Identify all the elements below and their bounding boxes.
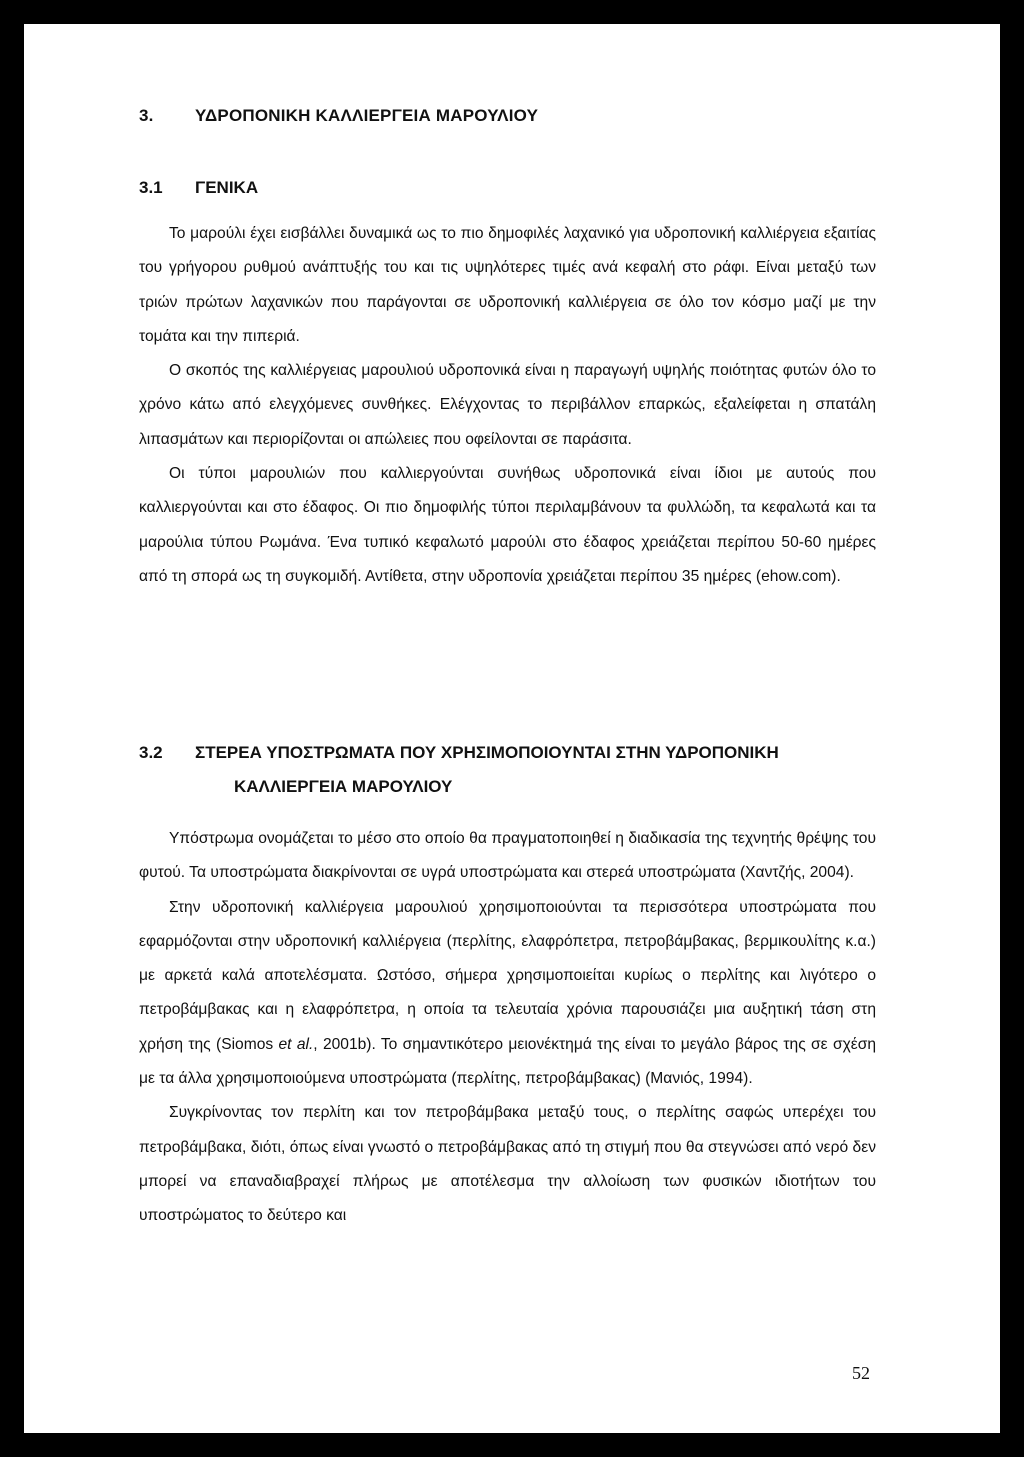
paragraph: Υπόστρωμα ονομάζεται το μέσο στο οποίο θα πραγματοποιηθεί η διαδικασία της τεχνητής θρέψης του φυτού. Τα υποστρώματα διακρίνονται σε υγρά υποστρώματα και στερεά υποστρώματα (Χαντζής, 2004). <box>139 830 876 882</box>
paragraph: Το μαρούλι έχει εισβάλλει δυναμικά ως το πιο δημοφιλές λαχανικό για υδροπονική καλλιέργεια εξαιτίας του γρήγορου ρυθμού ανάπτυξής του και τις υψηλότερες τιμές ανά κεφαλή στο ράφι. Είναι μεταξύ των τριών πρώτων λαχανικών που παράγονται σε υδροπονική καλλιέργεια σε όλο τον κόσμο μαζί με την τομάτα και την πιπεριά. <box>139 225 876 345</box>
section-number: 3. <box>139 106 154 125</box>
paragraph-text: Στην υδροπονική καλλιέργεια μαρουλιού χρησιμοποιούνται τα περισσότερα υποστρώματα που εφαρμόζονται στην υδροπονική καλλιέργεια (περλίτης, ελαφρόπετρα, πετροβάμβακας, βερμικουλίτης κ.α.) με αρκετά καλά αποτελέσματα. Ωστόσο, σήμερα χρησιμοποιείται κυρίως ο περλίτης και λιγότερο ο πετροβάμβακας και η ελαφρόπετρα, η οποία τα τελευταία χρόνια παρουσιάζει μια αυξητική τάση στη χρήση της (Siomos <box>139 898 876 1053</box>
paragraph-italic: et al. <box>278 1035 314 1053</box>
section-3-2-body <box>139 822 876 1234</box>
page-number: 52 <box>852 1363 870 1383</box>
paragraph: Οι τύποι μαρουλιών που καλλιεργούνται συνήθως υδροπονικά είναι ίδιοι με αυτούς που καλλιεργούνται και στο έδαφος. Οι πιο δημοφιλής τύποι περιλαμβάνουν τα φυλλώδη, τα κεφαλωτά και τα μαρούλια τύπου Ρωμάνα. Ένα τυπικό κεφαλωτό μαρούλι στο έδαφος χρειάζεται περίπου 50-60 ημέρες από τη σπορά ως τη συγκομιδή. Αντίθετα, στην υδροπονία χρειάζεται περίπου 35 ημέρες (ehow.com). <box>139 465 876 585</box>
paragraph: Ο σκοπός της καλλιέργειας μαρουλιού υδροπονικά είναι η παραγωγή υψηλής ποιότητας φυτών όλο το χρόνο κάτω από ελεγχόμενες συνθήκες. Ελέγχοντας το περιβάλλον επαρκώς, εξαλείφεται η σπατάλη λιπασμάτων και περιορίζονται οι απώλειες που οφείλονται σε παράσιτα. <box>139 362 876 448</box>
paragraph-text: , 2001b). Το σημαντικότερο μειονέκτημά της είναι το μεγάλο βάρος της σε σχέση με τα άλλα χρησιμοποιούμενα υποστρώματα (περλίτης, πετροβάμβακας) (Μανιός, 1994). <box>139 1035 877 1088</box>
paragraph: Συγκρίνοντας τον περλίτη και τον πετροβάμβακα μεταξύ τους, ο περλίτης σαφώς υπερέχει του πετροβάμβακα, διότι, όπως είναι γνωστό ο πετροβάμβακας από τη στιγμή που θα στεγνώσει από νερό δεν μπορεί να επαναδιαβραχεί πλήρως με αποτέλεσμα την αλλοίωση των φυσικών ιδιοτήτων του υποστρώματος το δεύτερο και <box>139 1104 876 1225</box>
section-number: 3.2 <box>139 743 163 762</box>
section-title: ΓΕΝΙΚΑ <box>195 178 259 197</box>
section-title: ΥΔΡΟΠΟΝΙΚΗ ΚΑΛΛΙΕΡΓΕΙΑ ΜΑΡΟΥΛΙΟΥ <box>195 106 539 125</box>
section-3-1-heading <box>139 178 258 198</box>
section-number: 3.1 <box>139 178 163 197</box>
section-3-2-heading <box>139 736 899 804</box>
section-title-line-1: ΣΤΕΡΕΑ ΥΠΟΣΤΡΩΜΑΤΑ ΠΟΥ ΧΡΗΣΙΜΟΠΟΙΟΥΝΤΑΙ ΣΤΗΝ ΥΔΡΟΠΟΝΙΚΗ <box>195 743 779 762</box>
paragraph <box>139 891 876 1097</box>
section-3-1-body <box>139 217 876 594</box>
section-title-line-2: ΚΑΛΛΙΕΡΓΕΙΑ ΜΑΡΟΥΛΙΟΥ <box>234 777 453 796</box>
section-3-heading <box>139 106 538 126</box>
